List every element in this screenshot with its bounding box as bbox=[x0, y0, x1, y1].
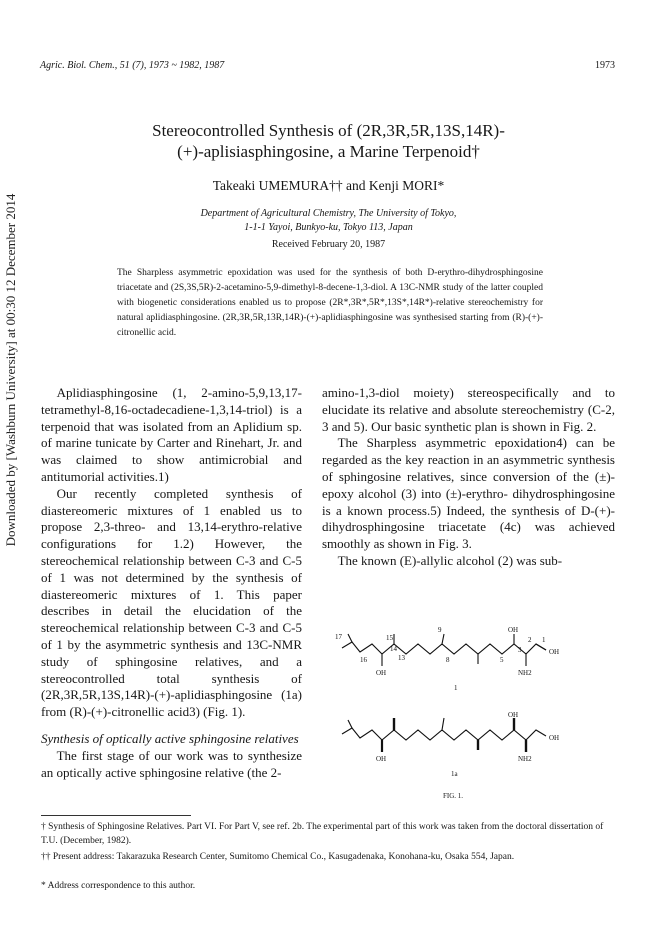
title-line-2: (+)-aplisiasphingosine, a Marine Terpenoid† bbox=[177, 142, 480, 161]
compound-number: 1a bbox=[451, 770, 458, 778]
hydroxyl-label: OH bbox=[376, 669, 387, 677]
carbon-label-5: 5 bbox=[500, 656, 504, 664]
footnote: * Address correspondence to this author. bbox=[41, 881, 196, 891]
carbon-label-17: 17 bbox=[335, 633, 342, 641]
page-number: 1973 bbox=[595, 60, 615, 71]
body-paragraph: The first stage of our work was to synthesize an optically active sphingosine relative (the 2- bbox=[41, 747, 302, 780]
figure-caption: FIG. 1. bbox=[443, 792, 464, 800]
hydroxyl-label: OH bbox=[376, 755, 387, 763]
compound-1-skeleton bbox=[342, 634, 546, 666]
carbon-label-1: 1 bbox=[542, 636, 546, 644]
body-paragraph: Our recently completed synthesis of diastereomeric mixtures of 1 enabled us to propose 2,3-threo- and 13,14-erythro-relative configurations for 1.2) However, the stereochemical relationship between C-3 and C-5 of 1 was not determined by the synthesis of diastereomeric mixtures of 1. This paper describes in detail the elucidation of the stereochemical relationship between C-3 and C-5 of 1 by the asymmetric synthesis and 13C-NMR study of sphingosine relatives, and a stereocontrolled total synthesis of (2R,3R,5R,13S,14R)-(+)-aplidiasphingosine (1a) from (R)-(+)-citronellic acid3) (Fig. 1). bbox=[41, 485, 302, 720]
affiliation-line-1: Department of Agricultural Chemistry, The University of Tokyo, bbox=[200, 208, 457, 219]
affiliation bbox=[0, 207, 657, 235]
abstract: The Sharpless asymmetric epoxidation was used for the synthesis of both D-erythro-dihydrosphingosine triacetate and (2S,3S,5R)-2-acetamino-5,9-dimethyl-8-decene-1,3-diol. A 13C-NMR study of the latter coupled with biogenetic considerations enabled us to propose (2R*,3R*,5R*,13S*,14R*)-relative stereochemistry for natural aplidiasphingosine. (2R,3R,5R,13R,14R)-(+)-aplidiasphingosine was synthesised starting from (R)-(+)-citronellic acid. bbox=[117, 268, 543, 338]
article-title bbox=[0, 120, 657, 162]
body-paragraph: Aplidiasphingosine (1, 2-amino-5,9,13,17-tetramethyl-8,16-octadecadiene-1,3,14-triol) is a terpenoid that was isolated from an Aplidium sp. of marine tunicate by Carter and Rinehart, Jr. and was claimed to show antimicrobial and antitumorial activities.1) bbox=[41, 385, 302, 484]
body-paragraph: amino-1,3-diol moiety) stereospecifically and to elucidate its relative and absolute stereochemistry (C-2, 3 and 5). Our basic synthetic plan is shown in Fig. 2. bbox=[322, 385, 615, 434]
journal-citation: Agric. Biol. Chem., 51 (7), 1973 ~ 1982, 1987 bbox=[40, 60, 225, 71]
carbon-label-2: 2 bbox=[528, 636, 532, 644]
carbon-label-8: 8 bbox=[446, 656, 450, 664]
compound-number: 1 bbox=[454, 684, 458, 692]
footnote-divider bbox=[41, 815, 191, 816]
footnote: † Synthesis of Sphingosine Relatives. Part VI. For Part V, see ref. 2b. The experimental part of this work was taken from the doctoral dissertation of T.U. (December, 1982). bbox=[41, 822, 604, 846]
hydroxyl-label: OH bbox=[549, 734, 560, 742]
body-left-column bbox=[41, 385, 302, 781]
hydroxyl-label: OH bbox=[508, 626, 519, 634]
body-paragraph: The Sharpless asymmetric epoxidation4) can be regarded as the key reaction in an asymmetric synthesis of sphingosine relatives, since conversion of the (±)-epoxy alcohol (3) into (±)-erythro- dihydrosphingosine is a known process.5) Indeed, the synthesis of D-(+)-dihydrosphingosine triacetate (4c) was achieved smoothly as shown in Fig. 3. bbox=[322, 435, 615, 552]
received-date: Received February 20, 1987 bbox=[271, 239, 386, 250]
title-line-1: Stereocontrolled Synthesis of (2R,3R,5R,13S,14R)- bbox=[152, 121, 505, 140]
body-paragraph: The known (E)-allylic alcohol (2) was sub- bbox=[337, 552, 563, 568]
hydroxyl-label: OH bbox=[508, 711, 519, 719]
hydroxyl-label: OH bbox=[549, 648, 560, 656]
section-heading: Synthesis of optically active sphingosine relatives bbox=[41, 730, 299, 746]
carbon-label-16: 16 bbox=[360, 656, 367, 664]
amine-label: NH2 bbox=[518, 669, 532, 677]
compound-1a-skeleton bbox=[342, 718, 546, 752]
affiliation-line-2: 1-1-1 Yayoi, Bunkyo-ku, Tokyo 113, Japan bbox=[244, 222, 413, 233]
carbon-label-13: 13 bbox=[398, 654, 405, 662]
download-watermark-text: Downloaded by [Washburn University] at 00:30 12 December 2014 bbox=[3, 193, 18, 547]
figure-1-structures bbox=[322, 622, 615, 807]
carbon-label-15: 15 bbox=[386, 634, 393, 642]
footnote: †† Present address: Takarazuka Research Center, Sumitomo Chemical Co., Kasugadenaka, Konohana-ku, Osaka 554, Japan. bbox=[41, 852, 515, 862]
carbon-label-14: 14 bbox=[390, 645, 397, 653]
amine-label: NH2 bbox=[518, 755, 532, 763]
authors: Takeaki UMEMURA†† and Kenji MORI* bbox=[212, 178, 445, 193]
figure-1 bbox=[322, 622, 615, 807]
body-right-column bbox=[322, 385, 615, 570]
carbon-label-9: 9 bbox=[438, 626, 442, 634]
carbon-label-3: 3 bbox=[518, 646, 522, 654]
